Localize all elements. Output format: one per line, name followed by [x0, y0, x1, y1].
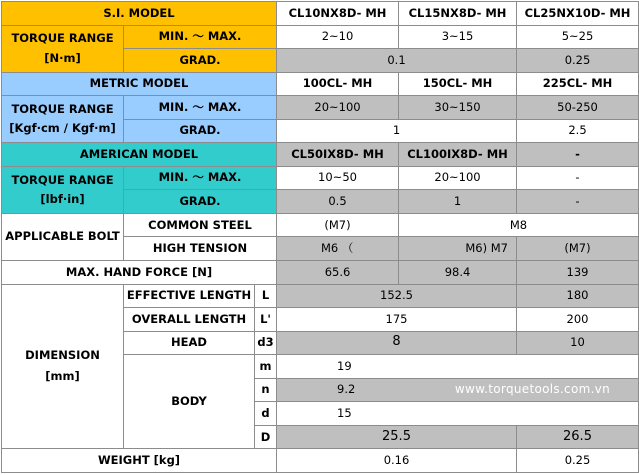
bolt-high-label: HIGH TENSION [124, 237, 277, 261]
american-range-1: 10~50 [277, 166, 399, 190]
bolt-high-1: M6 （ [277, 237, 399, 261]
metric-range-1: 20~100 [277, 96, 399, 120]
body-label: BODY [124, 355, 255, 449]
american-range-3: - [517, 166, 639, 190]
si-torque-label-line1: TORQUE RANGE [11, 31, 114, 46]
si-torque-label [2, 25, 124, 72]
si-model-3: CL25NX10D- MH [517, 2, 639, 26]
force-row [2, 261, 639, 285]
bolt-common-1: (M7) [277, 213, 399, 237]
effective-length-12: 152.5 [277, 284, 517, 308]
si-minmax-label: MIN. ～ MAX. [124, 25, 277, 49]
n-sym: n [255, 378, 277, 402]
weight-12: 0.16 [277, 449, 517, 473]
si-range-1: 2~10 [277, 25, 399, 49]
D-sym: D [255, 425, 277, 449]
head-sym: d3 [255, 331, 277, 355]
american-torque-label [2, 166, 124, 213]
force-2: 98.4 [399, 261, 517, 285]
metric-model-3: 225CL- MH [517, 72, 639, 96]
dimension-label-line2: [mm] [45, 369, 80, 384]
si-range-3: 5~25 [517, 25, 639, 49]
bolt-high-3: (M7) [517, 237, 639, 261]
n-value-cell [277, 378, 639, 402]
metric-model-2: 150CL- MH [399, 72, 517, 96]
american-grad-label: GRAD. [124, 190, 277, 214]
bolt-common-row [2, 213, 639, 237]
metric-grad-3: 2.5 [517, 119, 639, 143]
force-3: 139 [517, 261, 639, 285]
n-value: 9.2 [337, 382, 356, 397]
metric-model-header: METRIC MODEL [2, 72, 277, 96]
si-range-2: 3~15 [399, 25, 517, 49]
d-sym: d [255, 402, 277, 426]
metric-header-row [2, 72, 639, 96]
overall-length-label: OVERALL LENGTH [124, 308, 255, 332]
american-grad-2: 1 [399, 190, 517, 214]
m-value: 19 [277, 355, 639, 379]
metric-torque-label-line2: [Kgf·cm / Kgf·m] [9, 121, 116, 136]
si-grad-3: 0.25 [517, 49, 639, 73]
watermark-text: www.torquetools.com.vn [454, 382, 610, 397]
D-12: 25.5 [277, 425, 517, 449]
american-minmax-label: MIN. ～ MAX. [124, 166, 277, 190]
american-model-3: - [517, 143, 639, 167]
metric-minmax-label: MIN. ～ MAX. [124, 96, 277, 120]
overall-length-sym: L' [255, 308, 277, 332]
si-grad-label: GRAD. [124, 49, 277, 73]
bolt-common-23: M8 [399, 213, 639, 237]
D-3: 26.5 [517, 425, 639, 449]
metric-range-2: 30~150 [399, 96, 517, 120]
bolt-common-label: COMMON STEEL [124, 213, 277, 237]
effective-length-sym: L [255, 284, 277, 308]
si-model-header: S.I. MODEL [2, 2, 277, 26]
american-torque-label-line1: TORQUE RANGE [11, 172, 114, 187]
head-12: 8 [277, 331, 517, 355]
effective-length-3: 180 [517, 284, 639, 308]
metric-grad-12: 1 [277, 119, 517, 143]
si-range-row [2, 25, 639, 49]
bolt-label: APPLICABLE BOLT [2, 213, 124, 260]
metric-grad-label: GRAD. [124, 119, 277, 143]
metric-torque-label [2, 96, 124, 143]
si-header-row [2, 2, 639, 26]
si-model-2: CL15NX8D- MH [399, 2, 517, 26]
american-header-row [2, 143, 639, 167]
american-grad-1: 0.5 [277, 190, 399, 214]
dimension-label [2, 284, 124, 449]
si-grad-12: 0.1 [277, 49, 517, 73]
american-range-row [2, 166, 639, 190]
metric-range-row [2, 96, 639, 120]
overall-length-3: 200 [517, 308, 639, 332]
head-label: HEAD [124, 331, 255, 355]
metric-range-3: 50-250 [517, 96, 639, 120]
american-model-1: CL50IX8D- MH [277, 143, 399, 167]
force-1: 65.6 [277, 261, 399, 285]
head-3: 10 [517, 331, 639, 355]
american-grad-3: - [517, 190, 639, 214]
american-range-2: 20~100 [399, 166, 517, 190]
metric-model-1: 100CL- MH [277, 72, 399, 96]
weight-label: WEIGHT [kg] [2, 449, 277, 473]
m-sym: m [255, 355, 277, 379]
weight-3: 0.25 [517, 449, 639, 473]
american-torque-label-line2: [lbf·in] [40, 191, 85, 206]
bolt-high-2: M6) M7 [399, 237, 517, 261]
weight-row [2, 449, 639, 473]
spec-table [1, 1, 639, 473]
american-model-2: CL100IX8D- MH [399, 143, 517, 167]
si-torque-label-line2: [N·m] [44, 50, 81, 65]
force-label: MAX. HAND FORCE [N] [2, 261, 277, 285]
american-model-header: AMERICAN MODEL [2, 143, 277, 167]
d-value: 15 [277, 402, 639, 426]
dim-effective-row [2, 284, 639, 308]
dimension-label-line1: DIMENSION [25, 348, 100, 363]
overall-length-12: 175 [277, 308, 517, 332]
metric-torque-label-line1: TORQUE RANGE [11, 102, 114, 117]
si-model-1: CL10NX8D- MH [277, 2, 399, 26]
effective-length-label: EFFECTIVE LENGTH [124, 284, 255, 308]
